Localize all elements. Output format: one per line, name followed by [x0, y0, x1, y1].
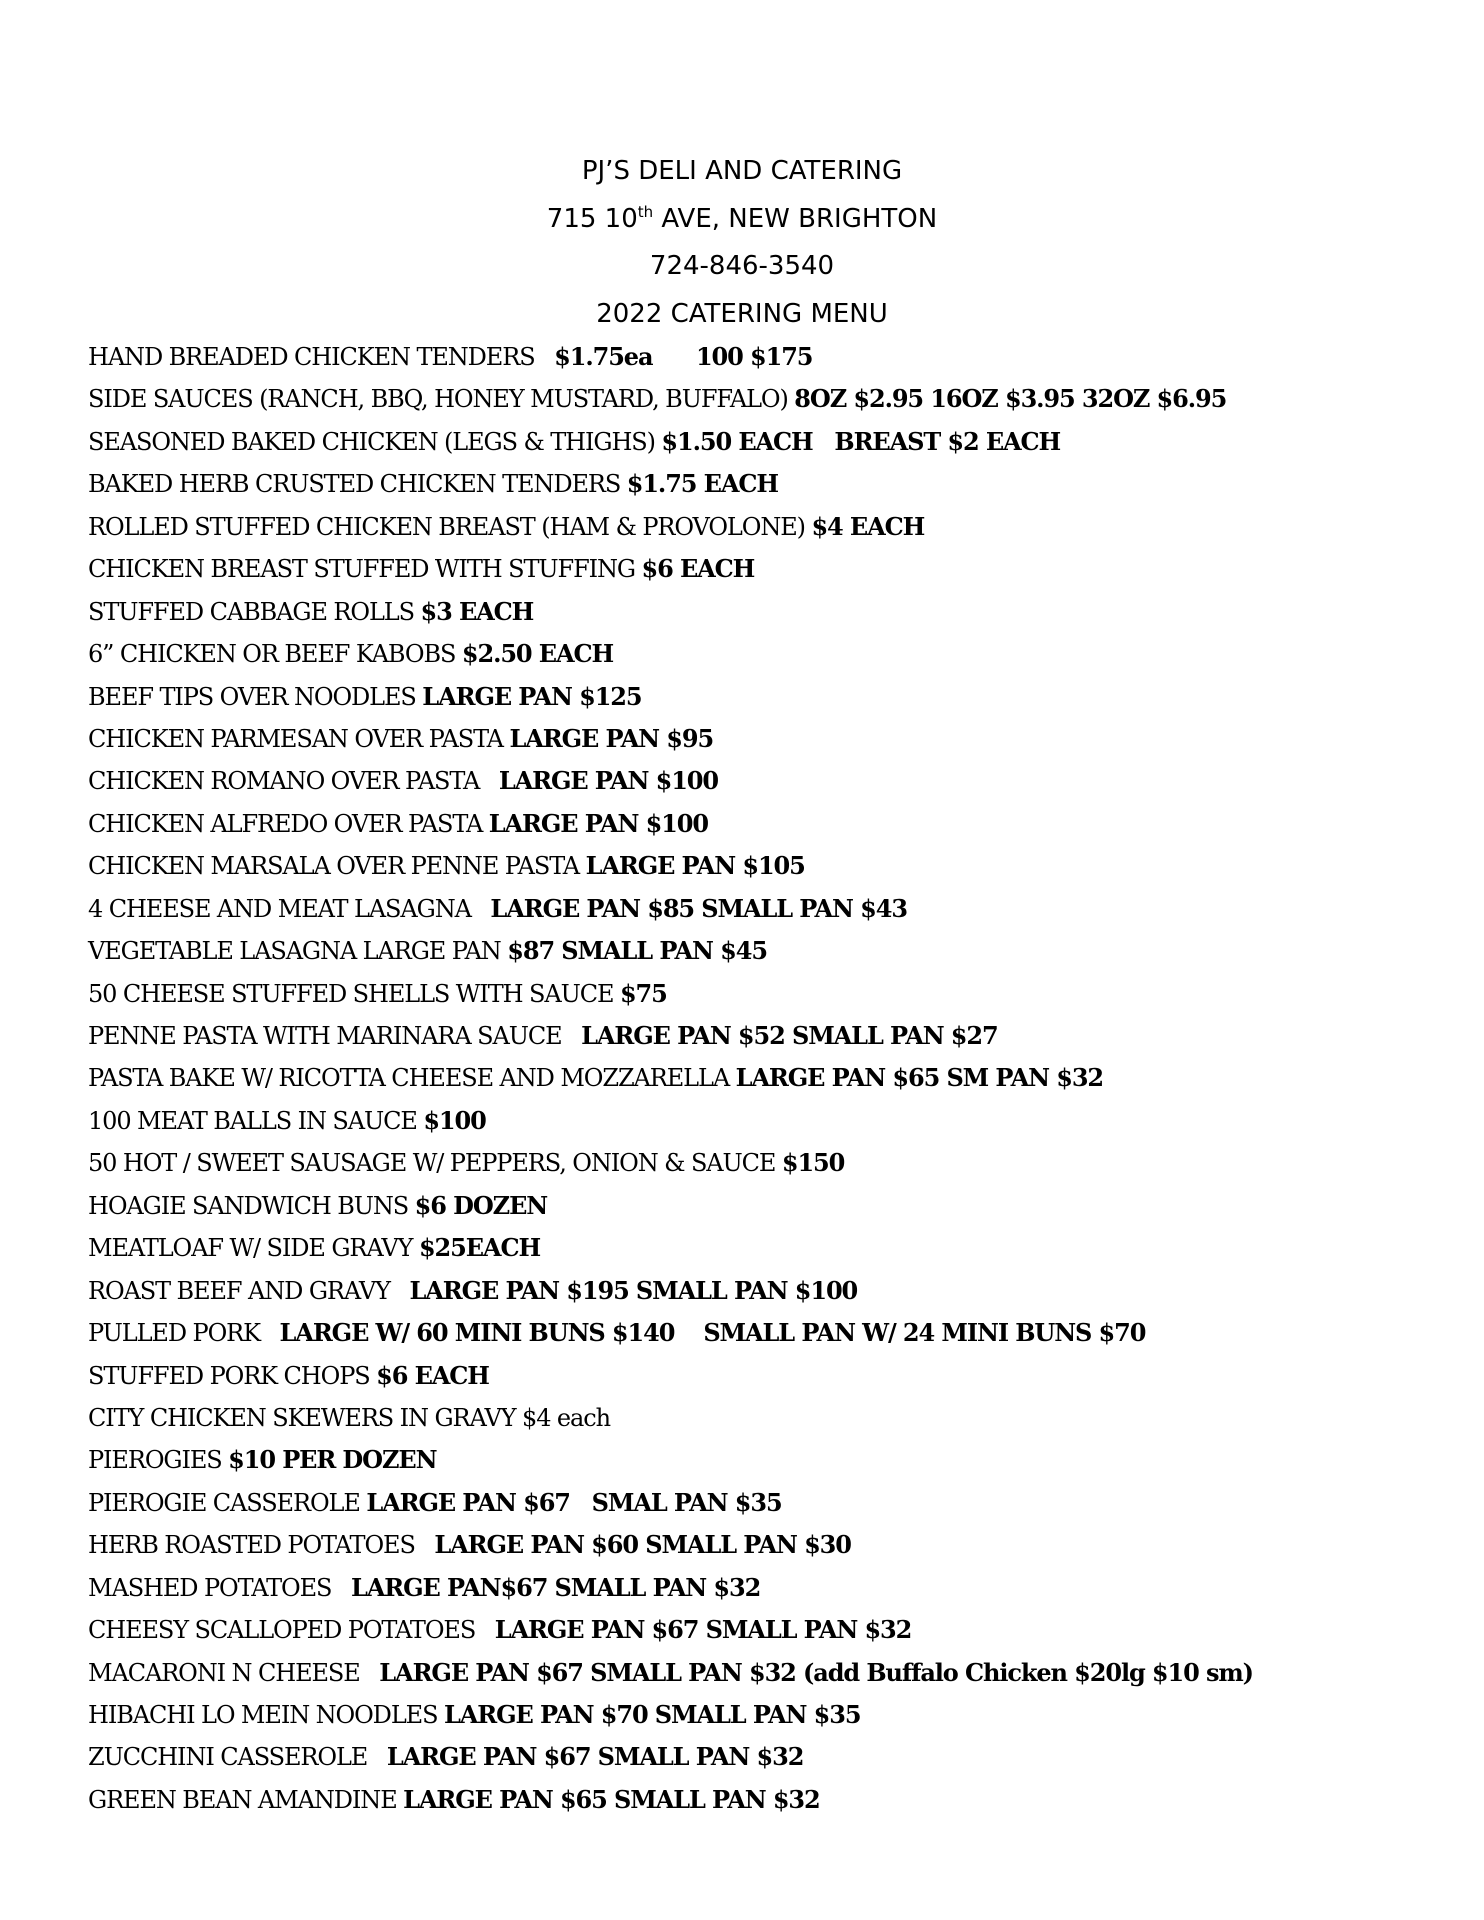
menu-item-name: ROLLED STUFFED CHICKEN BREAST (HAM & PROVOLONE)	[88, 512, 812, 541]
menu-item-price: LARGE W/ 60 MINI BUNS $140 SMALL PAN W/ 24 MINI BUNS $70	[279, 1318, 1146, 1348]
menu-item-name: HOAGIE SANDWICH BUNS	[88, 1191, 415, 1220]
menu-item	[88, 845, 1478, 887]
business-name: PJ’S DELI AND CATERING	[581, 156, 903, 186]
menu-item-name: BEEF TIPS OVER NOODLES	[88, 682, 423, 711]
menu-item-price: LARGE PAN $65 SMALL PAN $32	[403, 1784, 820, 1814]
menu-item	[88, 1015, 1478, 1057]
menu-item	[88, 506, 1478, 548]
menu-item	[88, 1439, 1478, 1481]
menu-item	[88, 378, 1478, 420]
menu-item	[88, 1185, 1478, 1227]
menu-item	[88, 718, 1478, 760]
menu-item-price: LARGE PAN $65 SM PAN $32	[735, 1063, 1104, 1093]
menu-item-name: PASTA BAKE W/ RICOTTA CHEESE AND MOZZARELLA	[88, 1064, 736, 1093]
menu-item-name: CHICKEN PARMESAN OVER PASTA	[88, 724, 510, 753]
menu-item-name: MASHED POTATOES	[88, 1573, 351, 1602]
menu-item-name: CHICKEN BREAST STUFFED WITH STUFFING	[88, 555, 642, 584]
menu-item-name: 4 CHEESE AND MEAT LASAGNA	[88, 894, 491, 923]
menu-item-name: PIEROGIES	[88, 1446, 229, 1475]
menu-item-price: LARGE PAN$67 SMALL PAN $32	[350, 1572, 761, 1602]
menu-item	[88, 1227, 1478, 1269]
menu-item-name: CHICKEN MARSALA OVER PENNE PASTA	[88, 852, 586, 881]
menu-item-name: BAKED HERB CRUSTED CHICKEN TENDERS	[88, 470, 627, 499]
menu-item-name: HERB ROASTED POTATOES	[88, 1531, 435, 1560]
menu-item-name: GREEN BEAN AMANDINE	[88, 1785, 404, 1814]
business-address	[0, 196, 1484, 244]
menu-item-price: LARGE PAN $52 SMALL PAN $27	[581, 1021, 998, 1050]
menu-item-name: PENNE PASTA WITH MARINARA SAUCE	[88, 1022, 582, 1050]
menu-item	[88, 1567, 1478, 1609]
menu-item-price: $4 EACH	[811, 511, 925, 541]
menu-item	[88, 888, 1478, 930]
menu-item	[88, 1270, 1478, 1312]
menu-item-price: LARGE PAN $195 SMALL PAN $100	[409, 1275, 858, 1305]
menu-item-price: LARGE PAN $105	[585, 851, 805, 881]
menu-item-name: 6” CHICKEN OR BEEF KABOBS	[88, 640, 462, 669]
menu-title: 2022 CATERING MENU	[596, 298, 888, 329]
menu-item-price: LARGE PAN $85 SMALL PAN $43	[490, 893, 907, 923]
menu-item-price: LARGE PAN $67 SMAL PAN $35	[366, 1487, 782, 1517]
menu-item-name: 100 MEAT BALLS IN SAUCE	[88, 1106, 424, 1135]
menu-header	[0, 148, 1484, 338]
menu-item	[88, 1397, 1478, 1439]
menu-item-price: LARGE PAN $95	[509, 723, 714, 753]
menu-item	[88, 1057, 1478, 1099]
menu-item-price: $87 SMALL PAN $45	[507, 936, 767, 966]
menu-item	[88, 803, 1478, 845]
menu-item	[88, 1609, 1478, 1651]
menu-item	[88, 1100, 1478, 1142]
menu-item	[88, 463, 1478, 505]
menu-item-name: CITY CHICKEN SKEWERS IN GRAVY $4 each	[88, 1403, 610, 1432]
menu-item-price: $2.50 EACH	[461, 639, 614, 669]
menu-item	[88, 1694, 1478, 1736]
menu-item	[88, 591, 1478, 633]
menu-item	[88, 1312, 1478, 1354]
business-phone: 724-846-3540	[649, 251, 835, 281]
menu-item-price: 8OZ $2.95 16OZ $3.95 32OZ $6.95	[794, 384, 1227, 414]
menu-item-name: SIDE SAUCES (RANCH, BBQ, HONEY MUSTARD, BUFFALO)	[88, 385, 795, 414]
menu-item-name: STUFFED CABBAGE ROLLS	[88, 597, 421, 626]
menu-item-name: PULLED PORK	[88, 1319, 280, 1348]
menu-item	[88, 1779, 1478, 1821]
menu-item-price: LARGE PAN $100	[498, 766, 719, 796]
menu-item-price: LARGE PAN $125	[422, 681, 642, 711]
menu-item-price: LARGE PAN $67 SMALL PAN $32	[494, 1615, 912, 1645]
menu-list	[88, 336, 1478, 1821]
menu-item	[88, 676, 1478, 718]
menu-item	[88, 421, 1478, 463]
address-ordinal-suffix: th	[637, 202, 654, 221]
menu-item-name: CHICKEN ROMANO OVER PASTA	[88, 767, 499, 796]
menu-item-price: $25EACH	[418, 1233, 541, 1263]
address-number: 715 10	[546, 203, 638, 234]
menu-item-name: CHEESY SCALLOPED POTATOES	[88, 1616, 495, 1645]
menu-item-name: SEASONED BAKED CHICKEN (LEGS & THIGHS)	[88, 427, 662, 456]
menu-item-name: 50 HOT / SWEET SAUSAGE W/ PEPPERS, ONION & SAUCE	[88, 1149, 782, 1178]
menu-item-name: ZUCCHINI CASSEROLE	[88, 1743, 387, 1772]
menu-item-price: $1.75 EACH	[626, 469, 778, 499]
menu-item-name: STUFFED PORK CHOPS	[88, 1361, 377, 1390]
menu-item-name: ROAST BEEF AND GRAVY	[88, 1276, 410, 1305]
menu-item	[88, 1142, 1478, 1184]
menu-item-price: $1.50 EACH BREAST $2 EACH	[661, 426, 1061, 456]
menu-item-name: VEGETABLE LASAGNA LARGE PAN	[88, 937, 508, 966]
menu-item-price: $6 EACH	[641, 554, 755, 584]
menu-item	[88, 973, 1478, 1015]
menu-item-price: LARGE PAN $67 SMALL PAN $32 (add Buffalo Chicken $20lg $10 sm)	[379, 1657, 1253, 1687]
menu-item-name: MACARONI N CHEESE	[88, 1658, 380, 1687]
menu-item-price: LARGE PAN $100	[488, 808, 708, 838]
menu-item-price: $3 EACH	[420, 596, 534, 626]
menu-item	[88, 1482, 1478, 1524]
menu-item	[88, 1652, 1478, 1694]
menu-item	[88, 633, 1478, 675]
menu-item-price: $6 EACH	[376, 1360, 489, 1390]
menu-item-price: $150	[781, 1148, 845, 1178]
menu-item-price: LARGE PAN $67 SMALL PAN $32	[386, 1742, 804, 1772]
menu-item-price: LARGE PAN $70 SMALL PAN $35	[443, 1700, 861, 1729]
menu-item	[88, 930, 1478, 972]
menu-item-price: $1.75ea 100 $175	[554, 342, 813, 371]
menu-item-name: MEATLOAF W/ SIDE GRAVY	[88, 1234, 419, 1263]
menu-item	[88, 1524, 1478, 1566]
menu-item	[88, 336, 1478, 378]
menu-item-name: HIBACHI LO MEIN NOODLES	[88, 1701, 444, 1729]
menu-item	[88, 760, 1478, 802]
menu-item-price: $6 DOZEN	[414, 1190, 548, 1220]
menu-item-price: $100	[423, 1105, 486, 1135]
menu-item	[88, 1736, 1478, 1778]
menu-item	[88, 1355, 1478, 1397]
menu-item-price: LARGE PAN $60 SMALL PAN $30	[434, 1530, 851, 1560]
menu-item-name: HAND BREADED CHICKEN TENDERS	[88, 343, 555, 371]
menu-item	[88, 548, 1478, 590]
menu-item-price: $75	[619, 978, 667, 1008]
menu-item-name: CHICKEN ALFREDO OVER PASTA	[88, 809, 489, 838]
address-street-city: AVE, NEW BRIGHTON	[653, 203, 938, 234]
menu-item-price: $10 PER DOZEN	[228, 1445, 437, 1475]
menu-item-name: PIEROGIE CASSEROLE	[88, 1488, 367, 1517]
menu-item-name: 50 CHEESE STUFFED SHELLS WITH SAUCE	[88, 979, 620, 1008]
